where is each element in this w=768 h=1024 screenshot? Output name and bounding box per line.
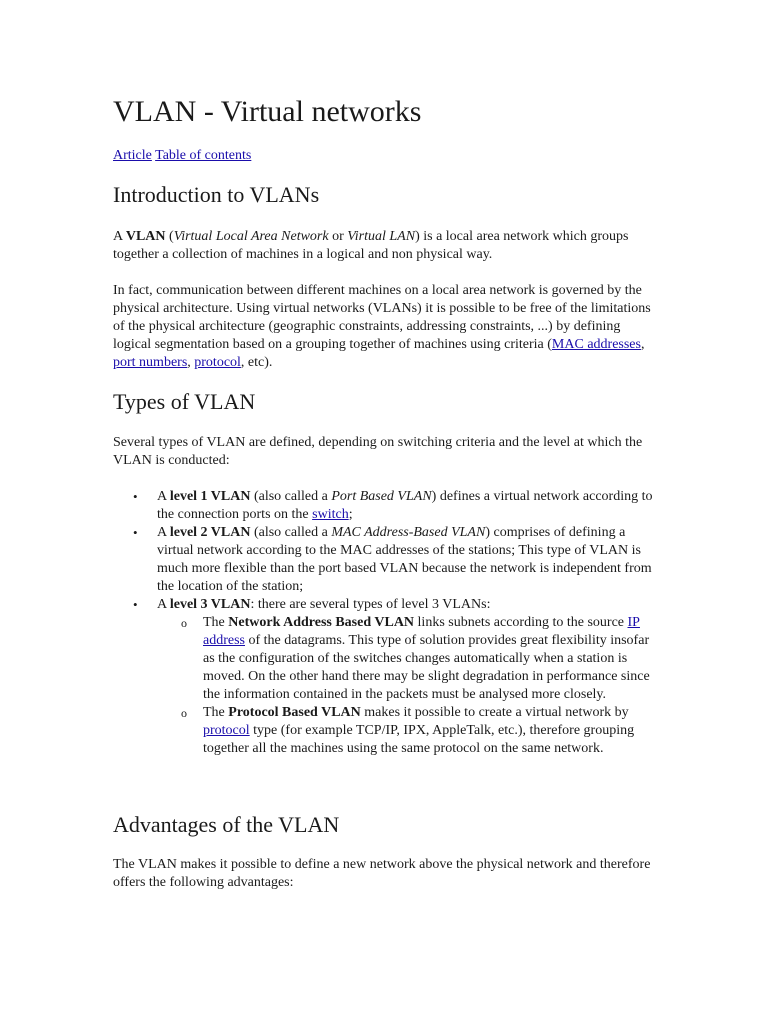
advantages-paragraph: The VLAN makes it possible to define a new network above the physical network and therefore offers the following advantages: — [113, 857, 651, 890]
protocol-link[interactable]: protocol — [194, 355, 241, 370]
types-intro-paragraph: Several types of VLAN are defined, depending on switching criteria and the level at which the VLAN is conducted: — [113, 435, 643, 468]
sublist-item-network-address: o The Network Address Based VLAN links subnets according to the source IP address of the datagrams. This type of solution provides great flexibility insofar as the configuration of the switches changes automatically when a station is moved. On the other hand there may be slight degradation in performance since the information contained in the packets must be analysed more closely. — [181, 615, 650, 702]
list-item-level1: • A level 1 VLAN (also called a Port Based VLAN) defines a virtual network according to the connection ports on the switch; — [133, 489, 653, 522]
ip-address-link[interactable]: IP address — [203, 615, 640, 648]
table-of-contents-link[interactable]: Table of contents — [155, 148, 252, 163]
bullet-icon: • — [133, 597, 138, 612]
list-item-level3: • A level 3 VLAN: there are several types of level 3 VLANs: o The Network Address Based VLAN links subnets according to the source IP address of the datagrams. This type of solution provides great flexibility insofar as the configuration of the switches changes automatically when a station is moved. On the other hand there may be slight degradation in performance since the information contained in the packets must be analysed more closely. o The Protocol Based VLAN makes it possible to create a virtual network by protocol type (for example TCP/IP, IPX, AppleTalk, etc.), therefore grouping together all the machines using the same protocol on the same network. — [113, 596, 658, 758]
switch-link[interactable]: switch — [312, 507, 349, 522]
level3-sublist — [157, 614, 658, 758]
intro-paragraph-1: A VLAN (Virtual Local Area Network or Virtual LAN) is a local area network which groups together a collection of machines in a logical and non physical way. — [113, 229, 629, 262]
article-nav-links — [113, 147, 251, 165]
sublist-item-protocol-based: o The Protocol Based VLAN makes it possible to create a virtual network by protocol type (for example TCP/IP, IPX, AppleTalk, etc.), therefore grouping together all the machines using the same protocol on the same network. — [181, 705, 635, 756]
heading-advantages: Advantages of the VLAN — [113, 812, 340, 837]
list-item-level2: • A level 2 VLAN (also called a MAC Address-Based VLAN) comprises of defining a virtual network according to the MAC addresses of the stations; This type of VLAN is much more flexible than the port based VLAN because the network is independent from the location of the station; — [133, 525, 652, 594]
article-link[interactable]: Article — [113, 148, 152, 163]
protocol-type-link[interactable]: protocol — [203, 723, 250, 738]
heading-introduction: Introduction to VLANs — [113, 182, 320, 207]
vlan-term: VLAN — [125, 229, 166, 244]
intro-paragraph-2: In fact, communication between different machines on a local area network is governed by the physical architecture. Using virtual networks (VLANs) it is possible to be free of the limitations of the physical architecture (geographic constraints, addressing constraints, ...) by defining logical segmentation based on a grouping together of machines using criteria (MAC addresses, port numbers, protocol, etc). — [113, 283, 651, 370]
vlan-types-list — [113, 488, 658, 758]
page-title: VLAN - Virtual networks — [113, 95, 422, 128]
heading-types-of-vlan: Types of VLAN — [113, 389, 256, 414]
circle-bullet-icon: o — [181, 616, 187, 630]
bullet-icon: • — [133, 489, 138, 504]
port-numbers-link[interactable]: port numbers — [113, 355, 188, 370]
mac-addresses-link[interactable]: MAC addresses — [551, 337, 641, 352]
bullet-icon: • — [133, 525, 138, 540]
circle-bullet-icon: o — [181, 706, 187, 720]
